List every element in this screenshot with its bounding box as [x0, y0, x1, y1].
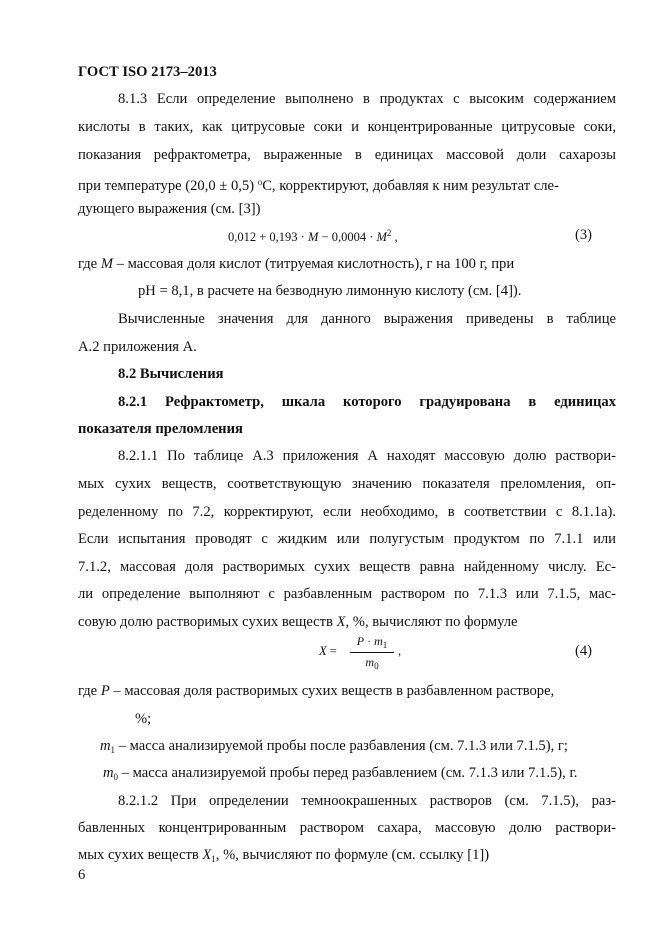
- para-813-line-2: кислоты в таких, как цитрусовые соки и концентрированные цитрусовые соки,: [78, 119, 616, 135]
- where-4-var-m0: m: [103, 765, 114, 781]
- where-4-var-m1: m: [100, 738, 111, 754]
- var-x1: X: [202, 847, 212, 863]
- formula-3-var-m-squared: M: [376, 230, 387, 244]
- para-813-line-4-text-a: при температуре (20,0 ± 0,5): [78, 178, 258, 194]
- where-4-m0-definition: – масса анализируемой пробы перед разбавлением (см. 7.1.3 или 7.1.5), г.: [118, 765, 578, 781]
- para-8212-line-3-text-a: мых сухих веществ: [78, 847, 203, 863]
- formula-4-comma: ,: [398, 644, 402, 658]
- para-813-line-4: [78, 172, 616, 196]
- para-calc-line-2: А.2 приложения А.: [78, 339, 197, 355]
- formula-3-part-b: − 0,0004 ·: [318, 230, 377, 244]
- where-4-m1-definition: – масса анализируемой пробы после разбавления (см. 7.1.3 или 7.1.5), г;: [115, 738, 568, 754]
- para-8211-line-3: ределенному по 7.2, корректируют, если необходимо, в соответствии с 8.1.1а).: [78, 504, 616, 520]
- formula-4-sub-0: 0: [374, 661, 379, 671]
- where-4-line-1: [78, 681, 616, 701]
- section-8-2-1-heading-line-1: 8.2.1 Рефрактометр, шкала которого градуирована в единицах: [118, 394, 616, 410]
- formula-4-lhs: [319, 644, 337, 659]
- para-8211-line-7-text-b: , %, вычисляют по формуле: [345, 614, 518, 630]
- where-4-m1-sub: 1: [110, 745, 116, 755]
- formula-4-var-x: X: [319, 644, 327, 658]
- section-8-2-1-heading-line-2: показателя преломления: [78, 421, 243, 437]
- formula-4-denominator: [350, 655, 394, 671]
- formula-4-sub-1: 1: [382, 640, 388, 650]
- para-8211-line-5: 7.1.2, массовая доля растворимых сухих веществ равна найденному числу. Ес-: [78, 559, 616, 575]
- where-4-var-p: P: [100, 683, 110, 699]
- where-3-line-1: [78, 254, 616, 274]
- formula-4-fraction-bar: [350, 652, 394, 653]
- page-number: 6: [78, 867, 86, 883]
- para-813-line-5: дующего выражения (см. [3]): [78, 201, 261, 217]
- section-8-2-heading: 8.2 Вычисления: [118, 366, 224, 382]
- formula-4-numerator: [350, 634, 394, 650]
- var-x: X: [336, 614, 346, 630]
- para-813-line-3: показания рефрактометра, выраженные в единицах массовой доли сахарозы: [78, 147, 616, 163]
- equation-number-4: (4): [575, 643, 593, 659]
- para-813-line-1: 8.1.3 Если определение выполнено в продуктах с высоким содержанием: [118, 91, 616, 107]
- where-3-line-2: pH = 8,1, в расчете на безводную лимонную кислоту (см. [4]).: [138, 283, 522, 299]
- para-8212-line-3-text-b: , %, вычисляют по формуле (см. ссылку [1]): [215, 847, 490, 863]
- where-4-prefix: где: [78, 683, 101, 699]
- para-8211-line-2: мых сухих веществ, соответствующую значению показателя преломления, оп-: [78, 476, 616, 492]
- formula-4-var-m1: m: [374, 634, 383, 648]
- equation-number-3: (3): [575, 227, 593, 243]
- formula-3: [228, 228, 398, 245]
- degree-sign: o: [257, 177, 263, 187]
- formula-3-part-a: 0,012 + 0,193 ·: [228, 230, 308, 244]
- formula-4-dot: ·: [364, 634, 375, 648]
- para-8211-line-1: 8.2.1.1 По таблице А.3 приложения А находят массовую долю раствори-: [118, 448, 616, 464]
- where-3-definition: – массовая доля кислот (титруемая кислотность), г на 100 г, при: [112, 256, 515, 272]
- formula-3-comma: ,: [391, 230, 398, 244]
- para-8211-line-6: ли определение выполняют с разбавленным раствором по 7.1.3 или 7.1.5, мас-: [78, 586, 616, 602]
- standard-header: ГОСТ ISO 2173–2013: [78, 64, 217, 80]
- para-8211-line-7-text-a: совую долю растворимых сухих веществ: [78, 614, 337, 630]
- para-8211-line-7: [78, 612, 616, 632]
- where-4-percent: %;: [135, 711, 152, 727]
- para-8212-line-1: 8.2.1.2 При определении темноокрашенных растворов (см. 7.1.5), раз-: [118, 793, 616, 809]
- formula-4-var-p: P: [356, 634, 365, 648]
- var-x1-sub: 1: [211, 854, 216, 864]
- where-4-m0: [103, 763, 641, 787]
- formula-3-var-m: M: [307, 230, 319, 244]
- para-8211-line-4: Если испытания проводят с жидким или полугустым продуктом по 7.1.1 или: [78, 531, 616, 547]
- para-8212-line-2: бавленных концентрированным раствором сахара, массовую долю раствори-: [78, 820, 616, 836]
- formula-4-equals: =: [329, 644, 337, 658]
- where-4-m1: [100, 736, 638, 760]
- where-3-var: M: [100, 256, 113, 272]
- formula-4-var-m0: m: [365, 655, 375, 669]
- para-813-line-4-text-b: С, корректируют, добавляя к ним результат сле-: [262, 178, 559, 194]
- para-calc-line-1: Вычисленные значения для данного выражения приведены в таблице: [118, 311, 616, 327]
- where-3-prefix: где: [78, 256, 101, 272]
- where-4-definition: – массовая доля растворимых сухих веществ в разбавленном растворе,: [109, 683, 555, 699]
- formula-3-exponent: 2: [386, 228, 392, 238]
- where-4-m0-sub: 0: [113, 772, 119, 782]
